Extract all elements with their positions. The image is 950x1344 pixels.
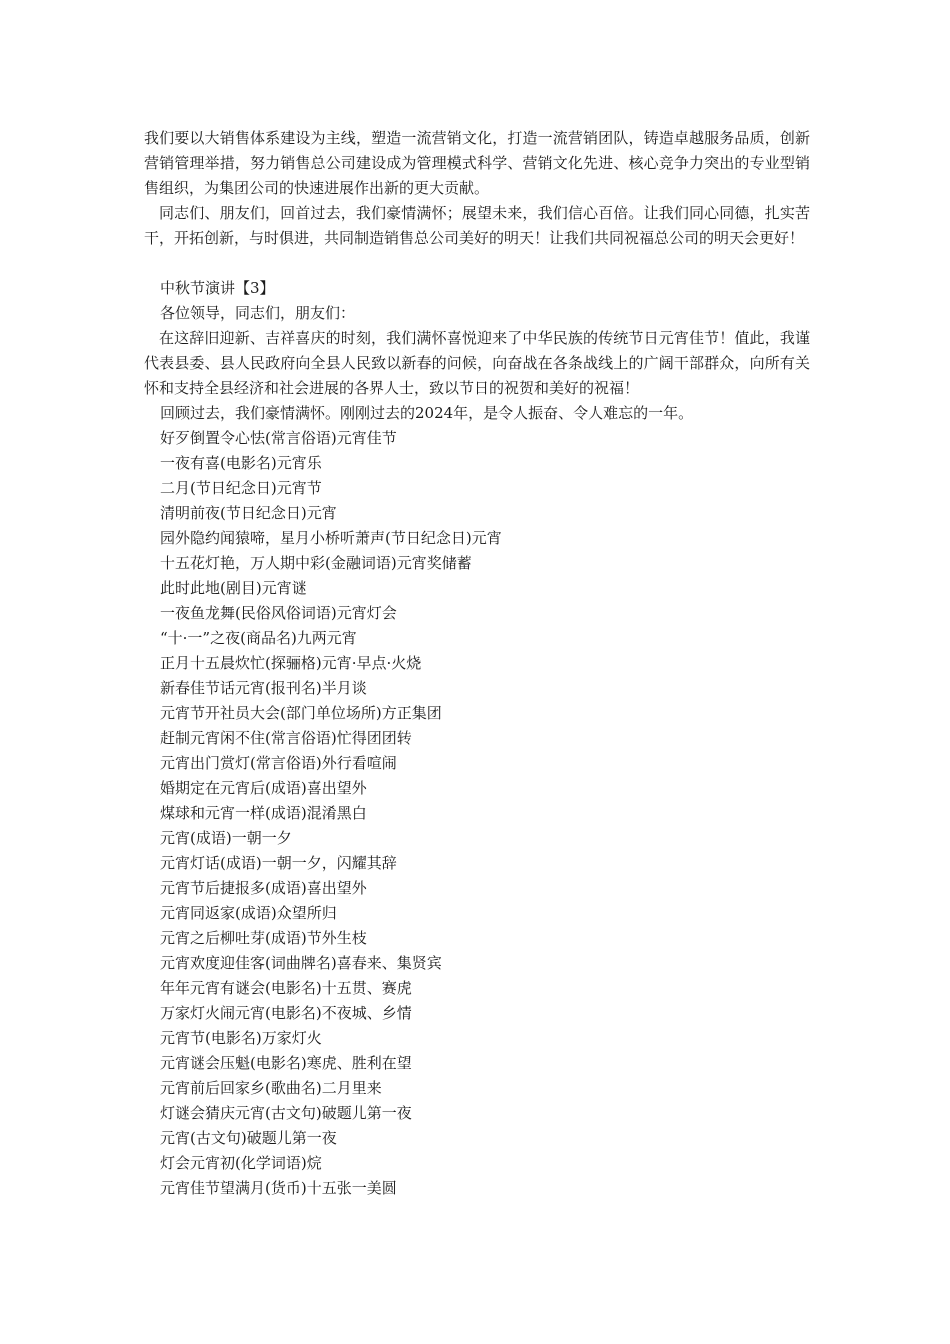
list-item: 婚期定在元宵后(成语)喜出望外 xyxy=(160,779,367,797)
section-greeting: 各位领导，同志们，朋友们： xyxy=(160,304,356,322)
list-item: 元宵佳节望满月(货币)十五张一美圆 xyxy=(160,1179,397,1197)
list-item: 一夜鱼龙舞(民俗风俗词语)元宵灯会 xyxy=(160,604,397,622)
riddle-list xyxy=(144,426,810,1201)
list-item: 元宵前后回家乡(歌曲名)二月里来 xyxy=(160,1079,382,1097)
section-paragraph-1: 在这辞旧迎新、吉祥喜庆的时刻，我们满怀喜悦迎来了中华民族的传统节日元宵佳节！值此，我谨代表县委、县人民政府向全县人民致以新春的问候，向奋战在各条战线上的广阔干部群众，向所有关怀和支持全县经济和社会进展的各界人士，致以节日的祝贺和美好的祝福！ xyxy=(144,329,810,397)
list-item: 元宵出门赏灯(常言俗语)外行看喧闹 xyxy=(160,754,397,772)
list-item: 元宵节后捷报多(成语)喜出望外 xyxy=(160,879,367,897)
list-item: 赶制元宵闲不住(常言俗语)忙得团团转 xyxy=(160,729,412,747)
list-item: 此时此地(剧目)元宵谜 xyxy=(160,579,307,597)
list-item: 正月十五晨炊忙(探骊格)元宵·早点·火烧 xyxy=(160,654,422,672)
list-item: 一夜有喜(电影名)元宵乐 xyxy=(160,454,322,472)
list-item: 灯谜会猜庆元宵(古文句)破题儿第一夜 xyxy=(160,1104,412,1122)
list-item: 年年元宵有谜会(电影名)十五贯、赛虎 xyxy=(160,979,412,997)
list-item: 元宵谜会压魁(电影名)寒虎、胜利在望 xyxy=(160,1054,412,1072)
list-item: 清明前夜(节日纪念日)元宵 xyxy=(160,504,337,522)
section-paragraph-2: 回顾过去，我们豪情满怀。刚刚过去的2024年，是令人振奋、令人难忘的一年。 xyxy=(160,404,694,422)
list-item: 灯会元宵初(化学词语)烷 xyxy=(160,1154,322,1172)
list-item: 新春佳节话元宵(报刊名)半月谈 xyxy=(160,679,367,697)
section-title: 中秋节演讲【3】 xyxy=(160,279,275,297)
list-item: 煤球和元宵一样(成语)混淆黑白 xyxy=(160,804,367,822)
list-item: 元宵同返家(成语)众望所归 xyxy=(160,904,337,922)
list-item: 元宵之后柳吐芽(成语)节外生枝 xyxy=(160,929,367,947)
list-item: 二月(节日纪念日)元宵节 xyxy=(160,479,322,497)
list-item: 元宵灯话(成语)一朝一夕，闪耀其辞 xyxy=(160,854,397,872)
list-item: 万家灯火闹元宵(电影名)不夜城、乡情 xyxy=(160,1004,412,1022)
intro-paragraph-1: 我们要以大销售体系建设为主线，塑造一流营销文化，打造一流营销团队，铸造卓越服务品质，创新营销管理举措，努力销售总公司建设成为管理模式科学、营销文化先进、核心竞争力突出的专业型销售组织，为集团公司的快速进展作出新的更大贡献。 xyxy=(144,129,810,197)
intro-paragraph-2: 同志们、朋友们，回首过去，我们豪情满怀；展望未来，我们信心百倍。让我们同心同德，扎实苦干，开拓创新，与时俱进，共同制造销售总公司美好的明天！让我们共同祝福总公司的明天会更好！ xyxy=(144,204,810,247)
list-item: 元宵(古文句)破题儿第一夜 xyxy=(160,1129,337,1147)
list-item: 元宵(成语)一朝一夕 xyxy=(160,829,292,847)
list-item: 十五花灯艳，万人期中彩(金融词语)元宵奖储蓄 xyxy=(160,554,472,572)
blank-line xyxy=(144,251,810,276)
list-item: 园外隐约闻猿啼，星月小桥听萧声(节日纪念日)元宵 xyxy=(160,529,502,547)
list-item: 好歹倒置令心怯(常言俗语)元宵佳节 xyxy=(160,429,397,447)
list-item: 元宵节(电影名)万家灯火 xyxy=(160,1029,322,1047)
list-item: “十·一”之夜(商品名)九两元宵 xyxy=(160,629,357,647)
list-item: 元宵欢度迎佳客(词曲牌名)喜春来、集贤宾 xyxy=(160,954,442,972)
list-item: 元宵节开社员大会(部门单位场所)方正集团 xyxy=(160,704,442,722)
